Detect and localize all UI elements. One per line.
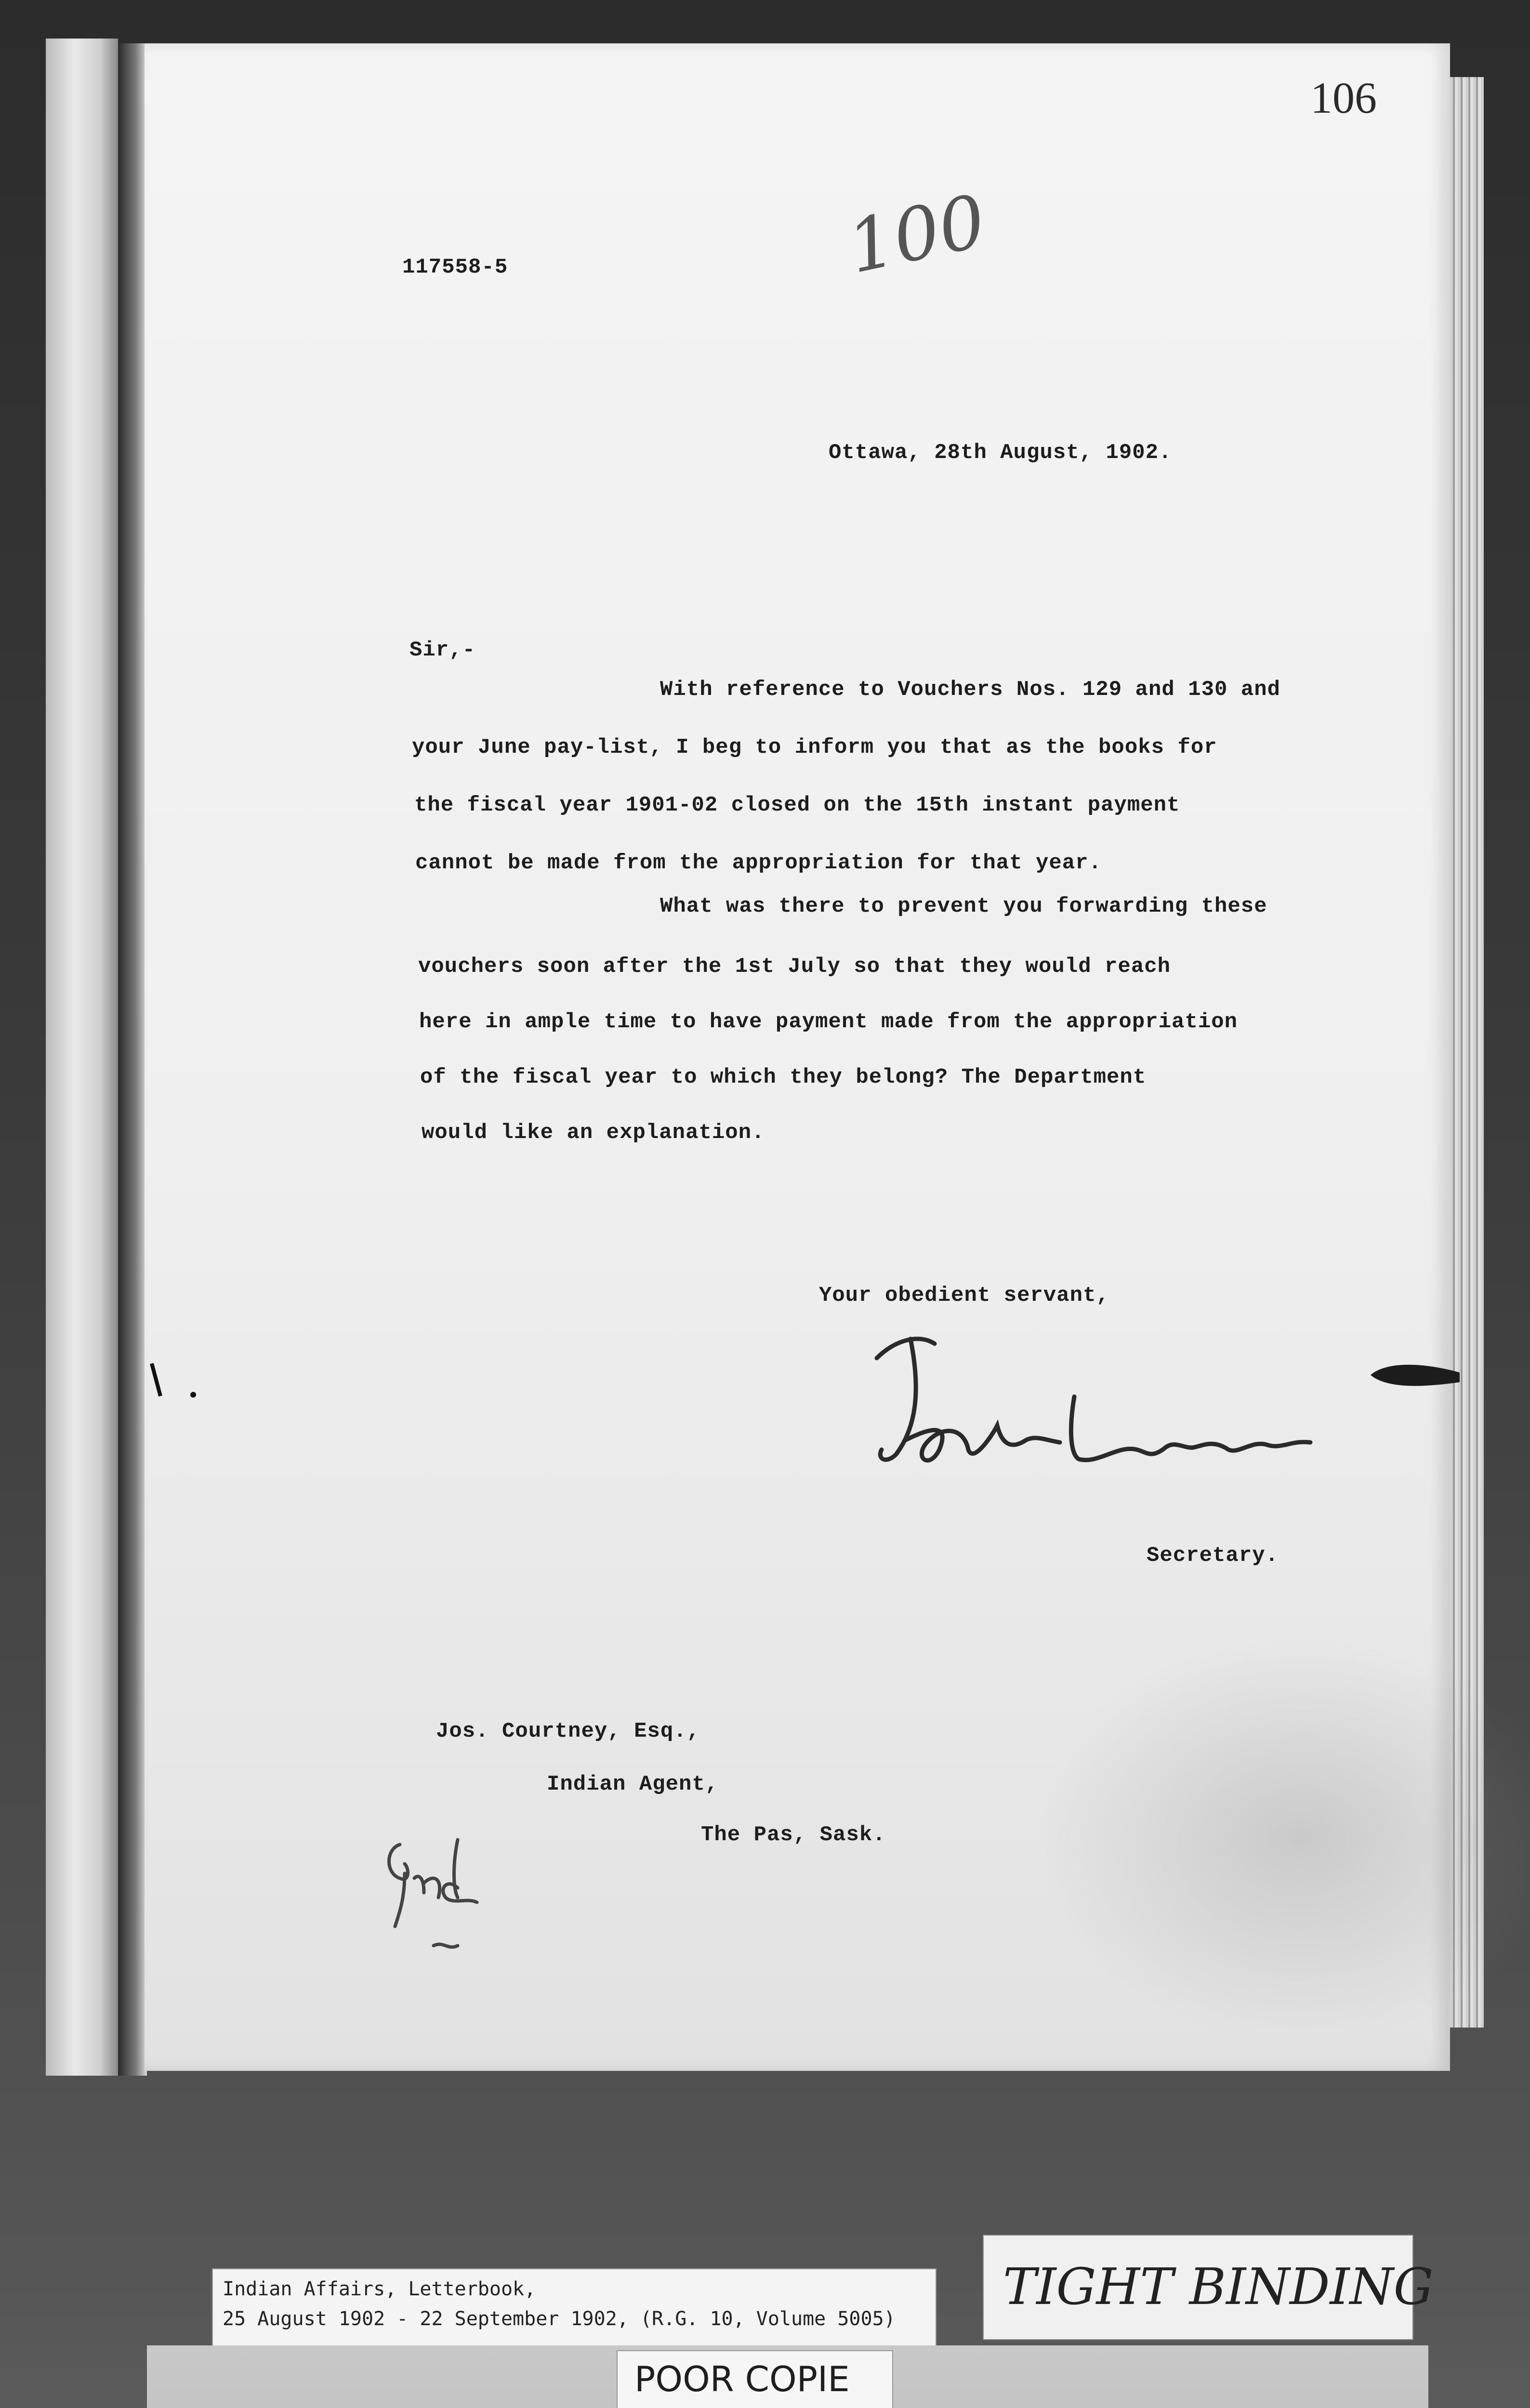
handwritten-signature: [867, 1329, 1349, 1488]
margin-dot: [190, 1392, 196, 1398]
letter-body-line: cannot be made from the appropriation for that year.: [415, 851, 1102, 875]
letter-body-line: would like an explanation.: [422, 1121, 765, 1145]
book-binding: [46, 39, 118, 2076]
recipient-position: Indian Agent,: [547, 1772, 719, 1796]
letter-body-line: With reference to Vouchers Nos. 129 and 130 and: [660, 678, 1281, 702]
recipient-location: The Pas, Sask.: [701, 1823, 886, 1847]
letter-body-line: What was there to prevent you forwarding these: [660, 894, 1267, 918]
signer-title: Secretary.: [1147, 1544, 1279, 1568]
salutation: Sir,-: [409, 638, 476, 662]
letter-body-line: vouchers soon after the 1st July so that they would reach: [418, 955, 1171, 979]
binding-shadow: [118, 43, 147, 2076]
letter-page: [145, 43, 1450, 2071]
recipient-name: Jos. Courtney, Esq.,: [436, 1719, 700, 1743]
page-stain: [1036, 1633, 1530, 2042]
dateline: Ottawa, 28th August, 1902.: [829, 441, 1172, 465]
collection-line: Indian Affairs, Letterbook,: [223, 2278, 536, 2300]
copy-quality-note: POOR COPIE: [634, 2359, 850, 2399]
letter-body-line: of the fiscal year to which they belong? The Department: [420, 1065, 1147, 1089]
collection-line: 25 August 1902 - 22 September 1902, (R.G. 10, Volume 5005): [223, 2308, 896, 2330]
handwritten-initials: [381, 1830, 491, 1975]
pen-tip: [1368, 1358, 1460, 1392]
closing: Your obedient servant,: [819, 1283, 1109, 1308]
page-number: 106: [1310, 73, 1377, 122]
binding-note-card: [983, 2235, 1434, 2340]
collection-label: [212, 2268, 936, 2347]
letter-body-line: your June pay-list, I beg to inform you that as the books for: [412, 735, 1217, 759]
copy-quality-note-card: [617, 2350, 893, 2408]
letter-body-line: here in ample time to have payment made from the appropriation: [419, 1010, 1238, 1034]
handwritten-folio-number: 100: [841, 179, 993, 290]
file-number: 117558-5: [402, 255, 508, 279]
letter-body-line: the fiscal year 1901-02 closed on the 15th instant payment: [414, 793, 1180, 817]
binding-note: TIGHT BINDING: [1003, 2257, 1434, 2316]
